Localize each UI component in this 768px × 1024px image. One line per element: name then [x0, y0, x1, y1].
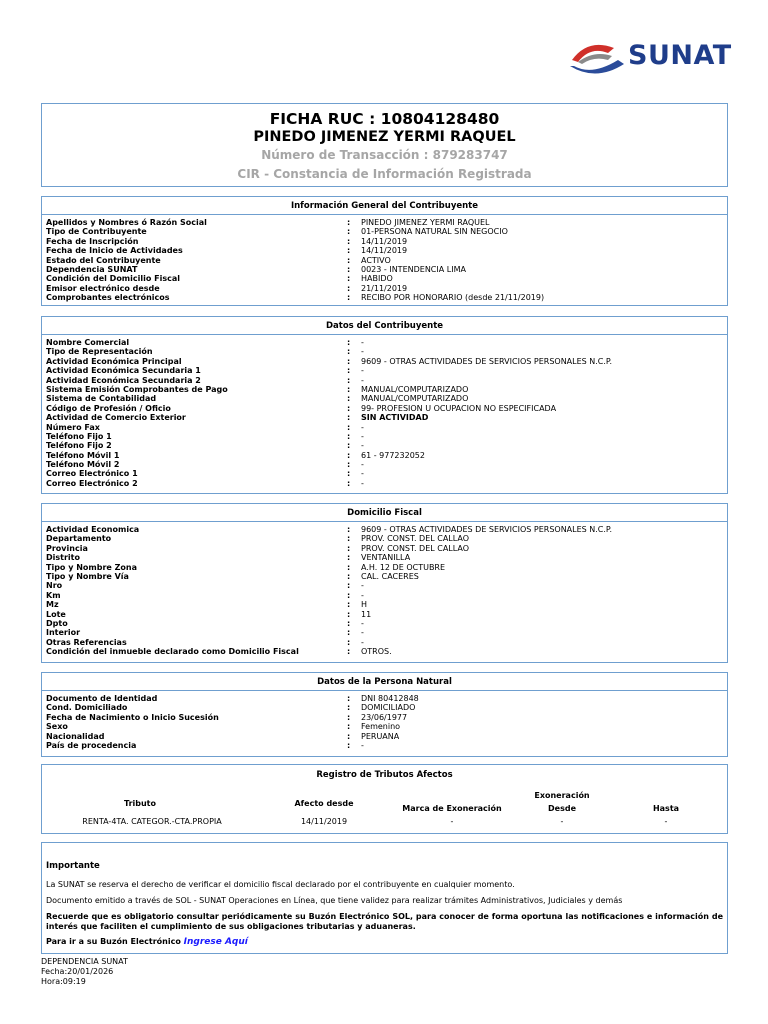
field-label: Teléfono Fijo 1	[46, 431, 112, 441]
field-row	[46, 600, 723, 609]
logo-text: SUNAT	[628, 40, 732, 71]
field-label: Mz	[46, 600, 59, 610]
domicilio-section	[41, 503, 728, 663]
field-label: Teléfono Móvil 1	[46, 450, 120, 460]
field-label: Condición del inmueble declarado como Domicilio Fiscal	[46, 647, 299, 657]
ingrese-aqui-link[interactable]: Ingrese Aquí	[183, 937, 248, 947]
field-value: 9609 - OTRAS ACTIVIDADES DE SERVICIOS PERSONALES N.C.P.	[361, 525, 613, 534]
field-colon: :	[347, 236, 351, 246]
field-label: Fecha de Nacimiento o Inicio Sucesión	[46, 712, 219, 722]
field-label: Nombre Comercial	[46, 338, 130, 347]
field-colon: :	[347, 450, 351, 460]
field-colon: :	[347, 264, 351, 274]
field-label: Dpto	[46, 618, 68, 628]
field-value: -	[361, 618, 364, 628]
transaction-number: Número de Transacción : 879283747	[261, 148, 508, 162]
cell-afecto: 14/11/2019	[300, 817, 348, 826]
domicilio-rows	[42, 522, 727, 656]
cell-hasta: -	[664, 817, 668, 826]
footer-dependencia: DEPENDENCIA SUNAT	[41, 957, 128, 966]
field-colon: :	[347, 731, 351, 741]
footer-hora: Hora:09:19	[41, 977, 86, 986]
footer	[41, 957, 128, 987]
field-label: Actividad Económica Secundaria 1	[46, 366, 201, 376]
field-value: 21/11/2019	[361, 283, 408, 293]
field-colon: :	[347, 600, 351, 610]
field-row	[46, 274, 723, 283]
field-value: DOMICILIADO	[361, 703, 416, 713]
field-row	[46, 413, 723, 422]
field-value: -	[361, 347, 364, 357]
field-colon: :	[347, 413, 351, 423]
field-label: Cond. Domiciliado	[46, 703, 128, 713]
contribuyente-rows	[42, 335, 727, 488]
field-value: VENTANILLA	[361, 553, 411, 563]
field-colon: :	[347, 590, 351, 600]
field-row	[46, 591, 723, 600]
field-colon: :	[347, 581, 351, 591]
field-value: 61 - 977232052	[361, 450, 425, 460]
field-label: Actividad Economica	[46, 525, 140, 534]
importante-section	[41, 842, 728, 954]
field-colon: :	[347, 460, 351, 470]
field-label: Número Fax	[46, 422, 100, 432]
sunat-logo-icon	[568, 36, 630, 78]
field-row	[46, 441, 723, 450]
tributos-section	[41, 764, 728, 834]
field-colon: :	[347, 694, 351, 703]
col-hasta: Hasta	[652, 804, 680, 813]
field-value: 11	[361, 609, 372, 619]
field-row	[46, 256, 723, 265]
field-row	[46, 694, 723, 703]
field-colon: :	[347, 553, 351, 563]
field-row	[46, 628, 723, 637]
field-label: Código de Profesión / Oficio	[46, 403, 171, 413]
field-value: RECIBO POR HONORARIO (desde 21/11/2019)	[361, 293, 545, 303]
field-value: PINEDO JIMENEZ YERMI RAQUEL	[361, 218, 490, 227]
field-label: Actividad de Comercio Exterior	[46, 413, 186, 423]
field-colon: :	[347, 441, 351, 451]
field-value: MANUAL/COMPUTARIZADO	[361, 384, 469, 394]
col-desde: Desde	[548, 804, 576, 813]
field-value: -	[361, 637, 364, 647]
field-label: Provincia	[46, 543, 88, 553]
field-row	[46, 347, 723, 356]
field-value: 01-PERSONA NATURAL SIN NEGOCIO	[361, 227, 508, 237]
field-label: Documento de Identidad	[46, 694, 158, 703]
field-row	[46, 293, 723, 302]
field-value: H	[361, 600, 368, 610]
field-row	[46, 376, 723, 385]
field-row	[46, 423, 723, 432]
field-row	[46, 479, 723, 488]
field-value: 0023 - INTENDENCIA LIMA	[361, 264, 466, 274]
field-colon: :	[347, 571, 351, 581]
general-rows	[42, 215, 727, 303]
field-colon: :	[347, 375, 351, 385]
field-value: Femenino	[361, 722, 401, 732]
field-value: -	[361, 469, 364, 479]
field-label: Emisor electrónico desde	[46, 283, 160, 293]
cell-marca: -	[450, 817, 454, 826]
field-value: -	[361, 740, 364, 750]
sunat-logo	[568, 36, 732, 78]
field-row	[46, 572, 723, 581]
field-value: PROV. CONST. DEL CALLAO	[361, 543, 470, 553]
field-label: Sistema Emisión Comprobantes de Pago	[46, 384, 228, 394]
field-colon: :	[347, 722, 351, 732]
field-label: Estado del Contribuyente	[46, 255, 161, 265]
field-row	[46, 563, 723, 572]
field-value: A.H. 12 DE OCTUBRE	[361, 562, 446, 572]
field-row	[46, 703, 723, 712]
field-row	[46, 237, 723, 246]
field-colon: :	[347, 347, 351, 357]
buzon-label: Para ir a su Buzón Electrónico	[46, 937, 181, 946]
field-label: Sistema de Contabilidad	[46, 394, 157, 404]
field-value: ACTIVO	[361, 255, 391, 265]
field-label: Actividad Económica Principal	[46, 356, 182, 366]
field-row	[46, 451, 723, 460]
field-row	[46, 218, 723, 227]
field-row	[46, 432, 723, 441]
field-colon: :	[347, 431, 351, 441]
taxpayer-name: PINEDO JIMENEZ YERMI RAQUEL	[253, 129, 516, 145]
notice-domicilio: La SUNAT se reserva el derecho de verificar el domicilio fiscal declarado por el contribuyente en cualquier momento.	[46, 880, 515, 889]
field-colon: :	[347, 534, 351, 544]
field-colon: :	[347, 227, 351, 237]
field-label: Nacionalidad	[46, 731, 105, 741]
field-value: -	[361, 431, 364, 441]
field-label: Correo Electrónico 1	[46, 469, 138, 479]
field-value: PERUANA	[361, 731, 400, 741]
field-value: DNI 80412848	[361, 694, 419, 703]
field-value: HABIDO	[361, 274, 393, 284]
field-colon: :	[347, 712, 351, 722]
field-value: -	[361, 366, 364, 376]
general-info-section	[41, 196, 728, 306]
field-label: Km	[46, 590, 61, 600]
field-value: CAL. CACERES	[361, 571, 419, 581]
field-colon: :	[347, 525, 351, 534]
field-row	[46, 732, 723, 741]
field-colon: :	[347, 283, 351, 293]
field-colon: :	[347, 338, 351, 347]
field-label: Condición del Domicilio Fiscal	[46, 274, 180, 284]
field-colon: :	[347, 422, 351, 432]
field-label: Interior	[46, 628, 81, 638]
field-colon: :	[347, 293, 351, 303]
field-label: Lote	[46, 609, 66, 619]
field-label: Tipo de Representación	[46, 347, 153, 357]
field-label: Nro	[46, 581, 63, 591]
field-colon: :	[347, 478, 351, 488]
field-row	[46, 265, 723, 274]
field-row	[46, 385, 723, 394]
field-row	[46, 610, 723, 619]
field-colon: :	[347, 562, 351, 572]
field-colon: :	[347, 647, 351, 657]
section-title: Datos del Contribuyente	[42, 317, 727, 335]
buzon-line	[46, 937, 723, 947]
field-colon: :	[347, 703, 351, 713]
field-row	[46, 741, 723, 750]
field-row	[46, 553, 723, 562]
field-row	[46, 284, 723, 293]
field-colon: :	[347, 218, 351, 227]
field-colon: :	[347, 740, 351, 750]
field-label: Departamento	[46, 534, 112, 544]
section-title: Domicilio Fiscal	[42, 504, 727, 522]
field-label: Correo Electrónico 2	[46, 478, 138, 488]
notice-sol: Documento emitido a través de SOL - SUNAT Operaciones en Línea, que tiene validez para realizar trámites Administrativos, Judiciales y demás	[46, 896, 623, 905]
persona-section	[41, 672, 728, 757]
field-value: -	[361, 581, 364, 591]
field-row	[46, 246, 723, 255]
field-row	[46, 469, 723, 478]
field-colon: :	[347, 246, 351, 256]
field-value: -	[361, 338, 364, 347]
field-label: Fecha de Inicio de Actividades	[46, 246, 183, 256]
field-label: Tipo de Contribuyente	[46, 227, 147, 237]
ficha-title: FICHA RUC : 10804128480	[269, 110, 500, 128]
field-row	[46, 404, 723, 413]
field-row	[46, 619, 723, 628]
field-row	[46, 366, 723, 375]
field-row	[46, 227, 723, 236]
section-title: Datos de la Persona Natural	[42, 673, 727, 691]
field-colon: :	[347, 356, 351, 366]
field-colon: :	[347, 469, 351, 479]
field-colon: :	[347, 255, 351, 265]
field-label: Distrito	[46, 553, 80, 563]
field-value: 14/11/2019	[361, 246, 408, 256]
field-colon: :	[347, 384, 351, 394]
field-colon: :	[347, 637, 351, 647]
field-colon: :	[347, 609, 351, 619]
col-marca-exoneracion: Marca de Exoneración	[402, 804, 502, 813]
field-row	[46, 544, 723, 553]
field-row	[46, 338, 723, 347]
cell-desde: -	[560, 817, 564, 826]
persona-rows	[42, 691, 727, 750]
field-row	[46, 534, 723, 543]
field-label: Apellidos y Nombres ó Razón Social	[46, 218, 207, 227]
field-colon: :	[347, 543, 351, 553]
field-label: Sexo	[46, 722, 68, 732]
field-value: -	[361, 590, 364, 600]
field-label: Teléfono Móvil 2	[46, 460, 120, 470]
field-label: Comprobantes electrónicos	[46, 293, 170, 303]
field-value: -	[361, 441, 364, 451]
field-value: -	[361, 460, 364, 470]
cell-tributo: RENTA-4TA. CATEGOR.-CTA.PROPIA	[82, 817, 222, 826]
section-title: Registro de Tributos Afectos	[316, 770, 453, 780]
col-tributo: Tributo	[123, 799, 157, 808]
field-label: País de procedencia	[46, 740, 137, 750]
field-colon: :	[347, 394, 351, 404]
field-label: Actividad Económica Secundaria 2	[46, 375, 201, 385]
field-label: Otras Referencias	[46, 637, 127, 647]
field-row	[46, 460, 723, 469]
field-row	[46, 581, 723, 590]
contribuyente-section	[41, 316, 728, 494]
field-row	[46, 638, 723, 647]
field-colon: :	[347, 403, 351, 413]
field-value: 23/06/1977	[361, 712, 408, 722]
field-label: Tipo y Nombre Vía	[46, 571, 129, 581]
field-value: -	[361, 628, 364, 638]
col-exoneracion: Exoneración	[534, 791, 590, 800]
field-value: 9609 - OTRAS ACTIVIDADES DE SERVICIOS PERSONALES N.C.P.	[361, 356, 613, 366]
field-value: 99- PROFESION U OCUPACION NO ESPECIFICADA	[361, 403, 557, 413]
section-title: Información General del Contribuyente	[42, 197, 727, 215]
field-value: -	[361, 375, 364, 385]
field-row	[46, 525, 723, 534]
field-label: Dependencia SUNAT	[46, 264, 138, 274]
field-label: Fecha de Inscripción	[46, 236, 139, 246]
field-value: SIN ACTIVIDAD	[361, 413, 429, 423]
field-row	[46, 394, 723, 403]
field-value: OTROS.	[361, 647, 392, 657]
footer-fecha: Fecha:20/01/2026	[41, 967, 114, 976]
field-row	[46, 713, 723, 722]
field-colon: :	[347, 274, 351, 284]
field-value: MANUAL/COMPUTARIZADO	[361, 394, 469, 404]
importante-title: Importante	[46, 861, 100, 871]
field-value: PROV. CONST. DEL CALLAO	[361, 534, 470, 544]
notice-buzon: Recuerde que es obligatorio consultar periódicamente su Buzón Electrónico SOL, para conocer de forma oportuna las notificaciones e información de interés que faciliten el cumplimiento de sus obligaciones tributarias y aduaneras.	[46, 912, 723, 931]
field-row	[46, 722, 723, 731]
field-row	[46, 357, 723, 366]
field-value: -	[361, 478, 364, 488]
col-afecto-desde: Afecto desde	[294, 799, 354, 808]
field-label: Tipo y Nombre Zona	[46, 562, 138, 572]
cir-subtitle: CIR - Constancia de Información Registrada	[237, 167, 532, 181]
field-value: 14/11/2019	[361, 236, 408, 246]
field-label: Teléfono Fijo 2	[46, 441, 112, 451]
field-colon: :	[347, 366, 351, 376]
field-value: -	[361, 422, 364, 432]
ficha-header	[41, 103, 728, 187]
field-colon: :	[347, 628, 351, 638]
field-row	[46, 647, 723, 656]
field-colon: :	[347, 618, 351, 628]
